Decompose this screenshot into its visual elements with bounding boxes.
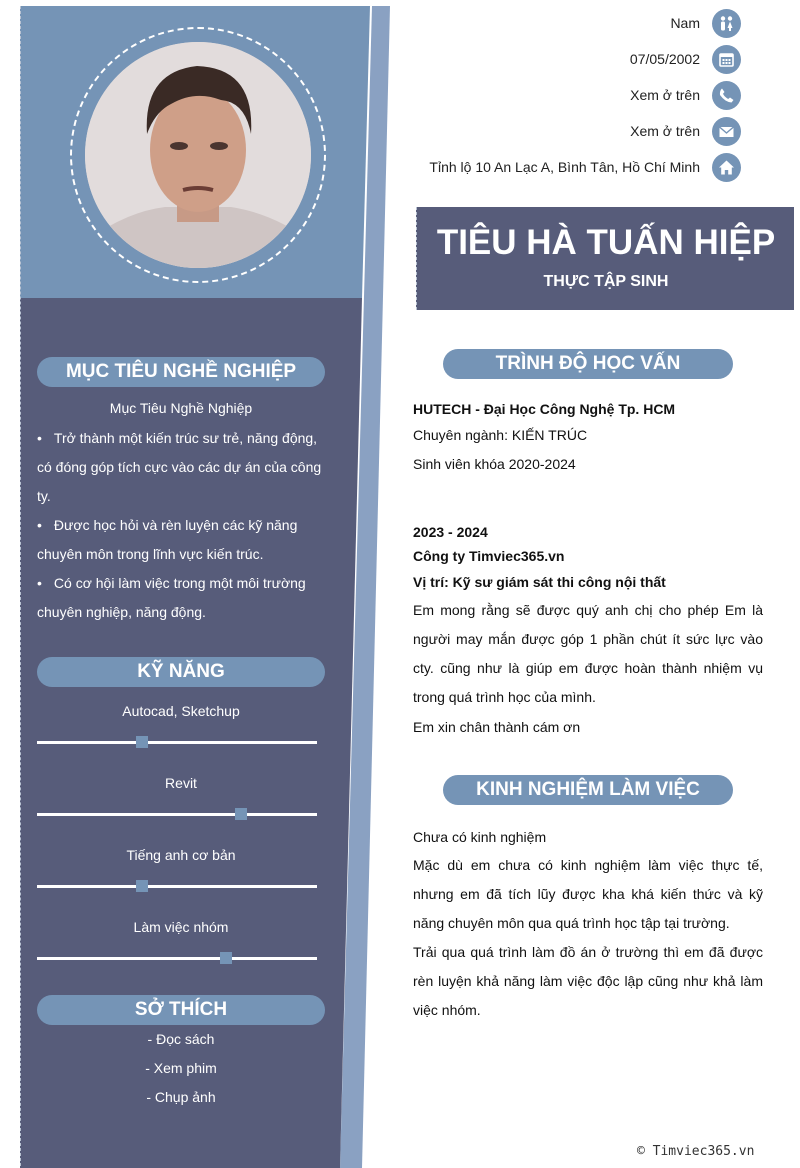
skill-label: Autocad, Sketchup [122,703,240,719]
experience-paragraph: Trải qua quá trình làm đồ án ở trường thì em đã được rèn luyện khả năng làm việc độc lập cũng như khả làm việc nhóm. [413,944,763,1018]
list-item: • Được học hỏi và rèn luyện các kỹ năng chuyên môn trong lĩnh vực kiến trúc. [37,511,327,569]
company: Công ty Timviec365.vn [413,548,565,564]
hobby-item: - Xem phim [145,1060,217,1076]
description: Em mong rằng sẽ được quý anh chị cho phép Em là người may mắn được góp 1 phần chút ít sức lực vào cty. cũng như là giúp em được hoàn thành nhiệm vụ trong quá trình học của mình. [413,602,763,705]
job-role: Vị trí: Kỹ sư giám sát thi công nội thất [413,574,666,590]
experience-heading: KINH NGHIỆM LÀM VIỆC [443,775,733,805]
mail-icon [712,117,741,146]
major: Chuyên ngành: KIẾN TRÚC [413,427,588,443]
hobby-item: - Đọc sách [147,1031,215,1047]
candidate-name: TIÊU HÀ TUẤN HIỆP [436,223,776,262]
phone-text: Xem ở trên [630,87,700,103]
watermark-footer: © Timviec365.vn [637,1144,755,1159]
gender-text: Nam [670,15,700,31]
skill-level-marker [136,880,148,892]
phone-icon [712,81,741,110]
sidebar-border [20,6,21,1166]
address-text: Tỉnh lộ 10 An Lạc A, Bình Tân, Hồ Chí Minh [429,159,700,175]
hobbies-heading: SỞ THÍCH [37,995,325,1025]
skill-label: Làm việc nhóm [133,919,229,935]
objective-list [37,424,327,627]
skills-heading: KỸ NĂNG [37,657,325,687]
list-item: • Có cơ hội làm việc trong một môi trường chuyên nghiệp, năng động. [37,569,327,627]
experience-status: Chưa có kinh nghiệm [413,829,547,845]
skill-bar [37,957,317,960]
skill-bar [37,885,317,888]
list-item: • Trở thành một kiến trúc sư trẻ, năng động, có đóng góp tích cực vào các dự án của công ty. [37,424,327,511]
education-heading: TRÌNH ĐỘ HỌC VẤN [443,349,733,379]
thanks-text: Em xin chân thành cám ơn [413,719,581,735]
skill-label: Tiếng anh cơ bản [126,847,236,863]
name-banner [416,207,794,310]
period: 2023 - 2024 [413,524,488,540]
skill-label: Revit [165,775,197,791]
dob-text: 07/05/2002 [629,51,700,67]
candidate-position: THỰC TẬP SINH [543,273,669,290]
objective-title: Mục Tiêu Nghề Nghiệp [109,400,253,416]
email-text: Xem ở trên [630,123,700,139]
hobby-item: - Chụp ảnh [146,1089,216,1105]
calendar-icon [712,45,741,74]
skill-level-marker [136,736,148,748]
experience-paragraph: Mặc dù em chưa có kinh nghiệm làm việc thực tế, nhưng em đã tích lũy được kha khá kiến thức và kỹ năng chuyên môn qua quá trình học tập tại trường. [413,857,763,931]
skill-bar [37,813,317,816]
home-icon [712,153,741,182]
skill-level-marker [235,808,247,820]
skill-level-marker [220,952,232,964]
school-name: HUTECH - Đại Học Công Nghệ Tp. HCM [413,401,676,417]
avatar [85,42,311,268]
cohort: Sinh viên khóa 2020-2024 [413,456,576,472]
skill-bar [37,741,317,744]
objective-heading: MỤC TIÊU NGHỀ NGHIỆP [37,357,325,387]
gender-icon [712,9,741,38]
portrait-illustration [85,42,311,268]
